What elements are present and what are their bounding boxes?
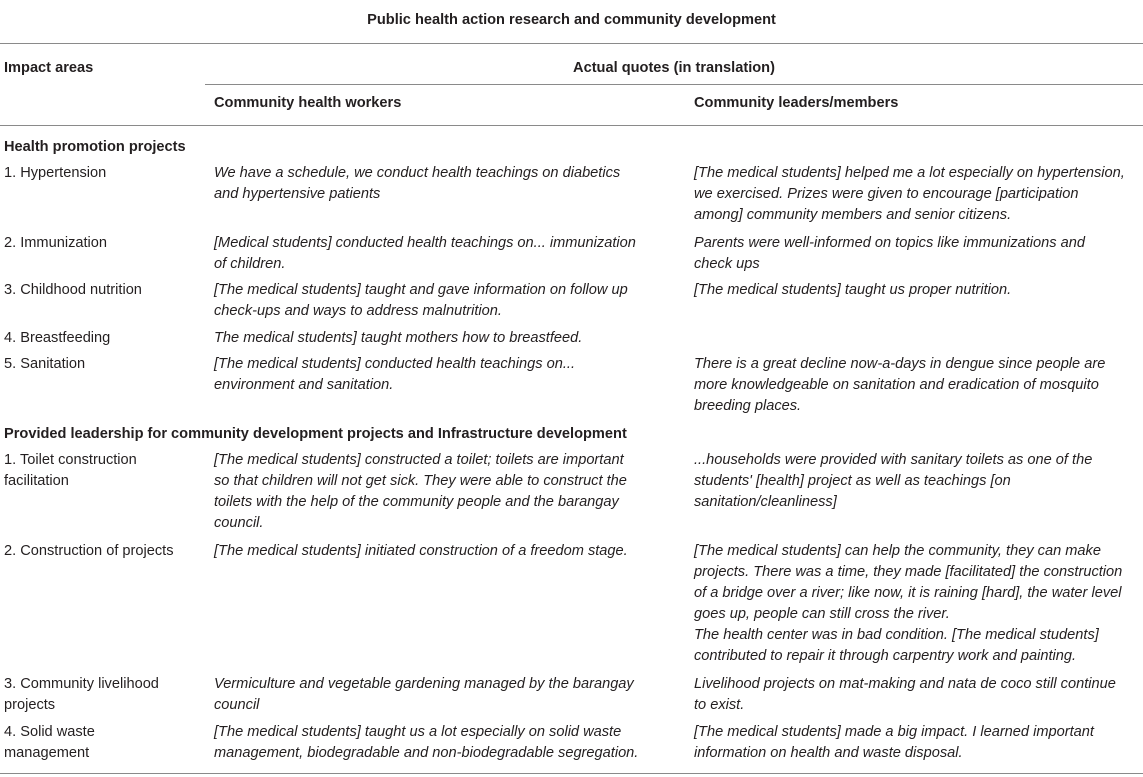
table-top-rule xyxy=(0,43,1143,44)
leader-quote-line: [The medical students] taught us proper nutrition. xyxy=(694,282,1012,298)
leader-quote-line: Parents were well-informed on topics like immunizations and xyxy=(694,235,1085,251)
leader-quote-line: ...households were provided with sanitary toilets as one of the xyxy=(694,452,1093,468)
impact-area-cell: 3. Childhood nutrition xyxy=(4,282,142,298)
impact-area-cell: 2. Construction of projects xyxy=(4,543,174,559)
impact-area-cell: 2. Immunization xyxy=(4,235,108,251)
chw-quote-line: council xyxy=(214,697,260,713)
impact-area-cell: management xyxy=(4,745,90,761)
leader-quote-line: There is a great decline now-a-days in dengue since people are xyxy=(694,356,1106,372)
leader-quote-line: The health center was in bad condition. [The medical students] xyxy=(694,627,1099,643)
chw-quote-line: check-ups and ways to address malnutrition. xyxy=(214,303,502,319)
chw-quote-line: and hypertensive patients xyxy=(214,186,381,202)
chw-quote-line: management, biodegradable and non-biodegradable segregation. xyxy=(214,745,639,761)
leader-quote-line: we exercised. Prizes were given to encourage [participation xyxy=(694,186,1079,202)
chw-quote-line: [The medical students] taught us a lot especially on solid waste xyxy=(214,724,622,740)
chw-quote-line: of children. xyxy=(214,256,286,272)
impact-area-cell: 4. Solid waste xyxy=(4,724,95,740)
leader-quote-line: to exist. xyxy=(694,697,745,713)
leader-quote-line: [The medical students] helped me a lot especially on hypertension, xyxy=(694,165,1125,181)
chw-quote-line: environment and sanitation. xyxy=(214,377,394,393)
leader-quote-line: breeding places. xyxy=(694,398,802,414)
chw-quote-line: [The medical students] conducted health teachings on... xyxy=(214,356,576,372)
impact-area-cell: 1. Hypertension xyxy=(4,165,107,181)
chw-quote-line: We have a schedule, we conduct health teachings on diabetics xyxy=(214,165,621,181)
section-heading: Provided leadership for community development projects and Infrastructure development xyxy=(4,426,627,442)
impact-area-cell: 3. Community livelihood xyxy=(4,676,159,692)
table-title: Public health action research and community development xyxy=(367,12,776,28)
chw-quote-line: [The medical students] initiated construction of a freedom stage. xyxy=(214,543,628,559)
chw-quote-line: [The medical students] taught and gave information on follow up xyxy=(214,282,628,298)
impact-area-cell: facilitation xyxy=(4,473,69,489)
leader-quote-line: [The medical students] made a big impact. I learned important xyxy=(694,724,1094,740)
chw-quote-line: council. xyxy=(214,515,264,531)
leader-quote-line: Livelihood projects on mat-making and nata de coco still continue xyxy=(694,676,1116,692)
community-health-workers-header: Community health workers xyxy=(214,95,402,111)
leader-quote-line: projects. There was a time, they made [facilitated] the construction xyxy=(694,564,1123,580)
leader-quote-line: [The medical students] can help the community, they can make xyxy=(694,543,1101,559)
chw-quote-line: Vermiculture and vegetable gardening managed by the barangay xyxy=(214,676,634,692)
impact-area-cell: 5. Sanitation xyxy=(4,356,86,372)
leader-quote-line: information on health and waste disposal. xyxy=(694,745,963,761)
chw-quote-line: The medical students] taught mothers how to breastfeed. xyxy=(214,330,583,346)
quotes-header-rule xyxy=(205,84,1143,85)
actual-quotes-header: Actual quotes (in translation) xyxy=(573,60,775,76)
community-leaders-header: Community leaders/members xyxy=(694,95,899,111)
header-bottom-rule xyxy=(0,125,1143,126)
chw-quote-line: toilets with the help of the community people and the barangay xyxy=(214,494,619,510)
chw-quote-line: [The medical students] constructed a toilet; toilets are important xyxy=(214,452,624,468)
chw-quote-line: [Medical students] conducted health teachings on... immunization xyxy=(214,235,636,251)
leader-quote-line: students' [health] project as well as teachings [on xyxy=(694,473,1011,489)
leader-quote-line: among] community members and senior citizens. xyxy=(694,207,1012,223)
section-heading: Health promotion projects xyxy=(4,139,186,155)
leader-quote-line: check ups xyxy=(694,256,760,272)
impact-areas-header: Impact areas xyxy=(4,60,94,76)
chw-quote-line: so that children will not get sick. They were able to construct the xyxy=(214,473,627,489)
impact-area-cell: projects xyxy=(4,697,56,713)
leader-quote-line: sanitation/cleanliness] xyxy=(694,494,837,510)
leader-quote-line: of a bridge over a river; like now, it is raining [hard], the water level xyxy=(694,585,1122,601)
leader-quote-line: contributed to repair it through carpentry work and painting. xyxy=(694,648,1077,664)
impact-area-cell: 4. Breastfeeding xyxy=(4,330,111,346)
impact-area-cell: 1. Toilet construction xyxy=(4,452,137,468)
leader-quote-line: goes up, people can still cross the river. xyxy=(694,606,950,622)
table-bottom-rule xyxy=(0,773,1143,774)
leader-quote-line: more knowledgeable on sanitation and eradication of mosquito xyxy=(694,377,1099,393)
